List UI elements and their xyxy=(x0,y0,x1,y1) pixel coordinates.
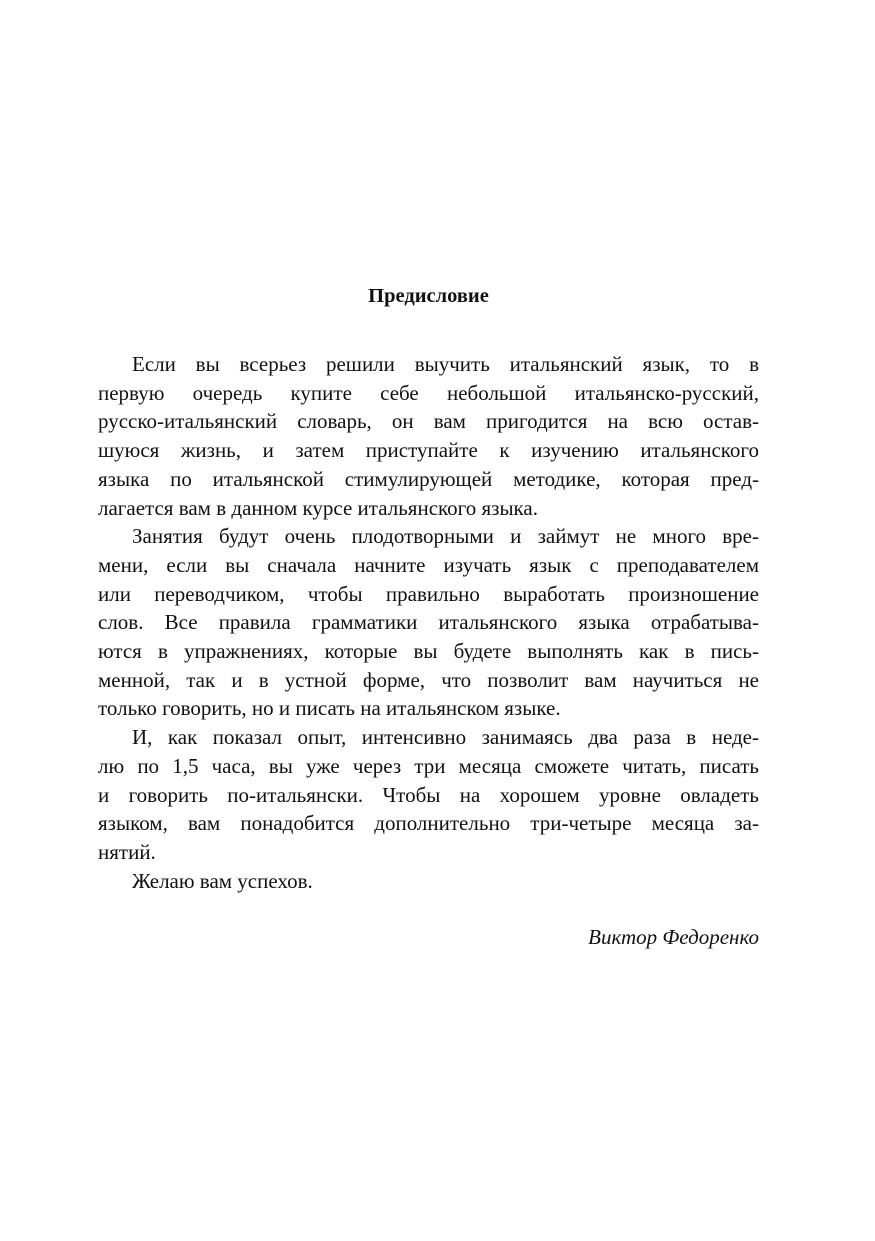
text-line: нятий. xyxy=(98,839,156,864)
text-line: ются в упражнениях, которые вы будете выполнять как в пись- xyxy=(98,639,759,664)
text-line: только говорить, но и писать на итальянском языке. xyxy=(98,696,561,721)
text-line: шуюся жизнь, и затем приступайте к изучению итальянского xyxy=(98,438,759,463)
text-line: языка по итальянской стимулирующей методике, которая пред- xyxy=(98,466,759,491)
text-line: лагается вам в данном курсе итальянского языка. xyxy=(98,495,539,520)
author-signature: Виктор Федоренко xyxy=(588,925,759,950)
paragraph-2 xyxy=(98,522,759,723)
text-line: Если вы всерьез решили выучить итальянский язык, то в xyxy=(132,352,759,376)
paragraph-3 xyxy=(98,723,759,867)
text-line: И, как показал опыт, интенсивно занимаясь два раза в неде- xyxy=(132,725,759,750)
text-line: русско-итальянский словарь, он вам пригодится на всю остав- xyxy=(98,409,759,434)
text-line: или переводчиком, чтобы правильно выработать произношение xyxy=(98,581,759,606)
paragraph-1 xyxy=(98,350,759,522)
text-line: первую очередь купите себе небольшой итальянско-русский, xyxy=(98,380,759,405)
text-line: слов. Все правила грамматики итальянского языка отрабатыва- xyxy=(98,610,759,635)
paragraph-4 xyxy=(98,867,759,896)
text-line: лю по 1,5 часа, вы уже через три месяца сможете читать, писать xyxy=(98,753,759,778)
text-line: Желаю вам успехов. xyxy=(132,868,313,893)
preface-page xyxy=(98,282,759,951)
text-line: Занятия будут очень плодотворными и займут не много вре- xyxy=(132,524,759,549)
text-line: языком, вам понадобится дополнительно три-четыре месяца за- xyxy=(98,811,759,836)
text-line: мени, если вы сначала начните изучать язык с преподавателем xyxy=(98,552,759,577)
text-line: и говорить по-итальянски. Чтобы на хорошем уровне овладеть xyxy=(98,782,759,807)
page-title: Предисловие xyxy=(368,285,489,307)
text-line: менной, так и в устной форме, что позволит вам научиться не xyxy=(98,667,759,692)
